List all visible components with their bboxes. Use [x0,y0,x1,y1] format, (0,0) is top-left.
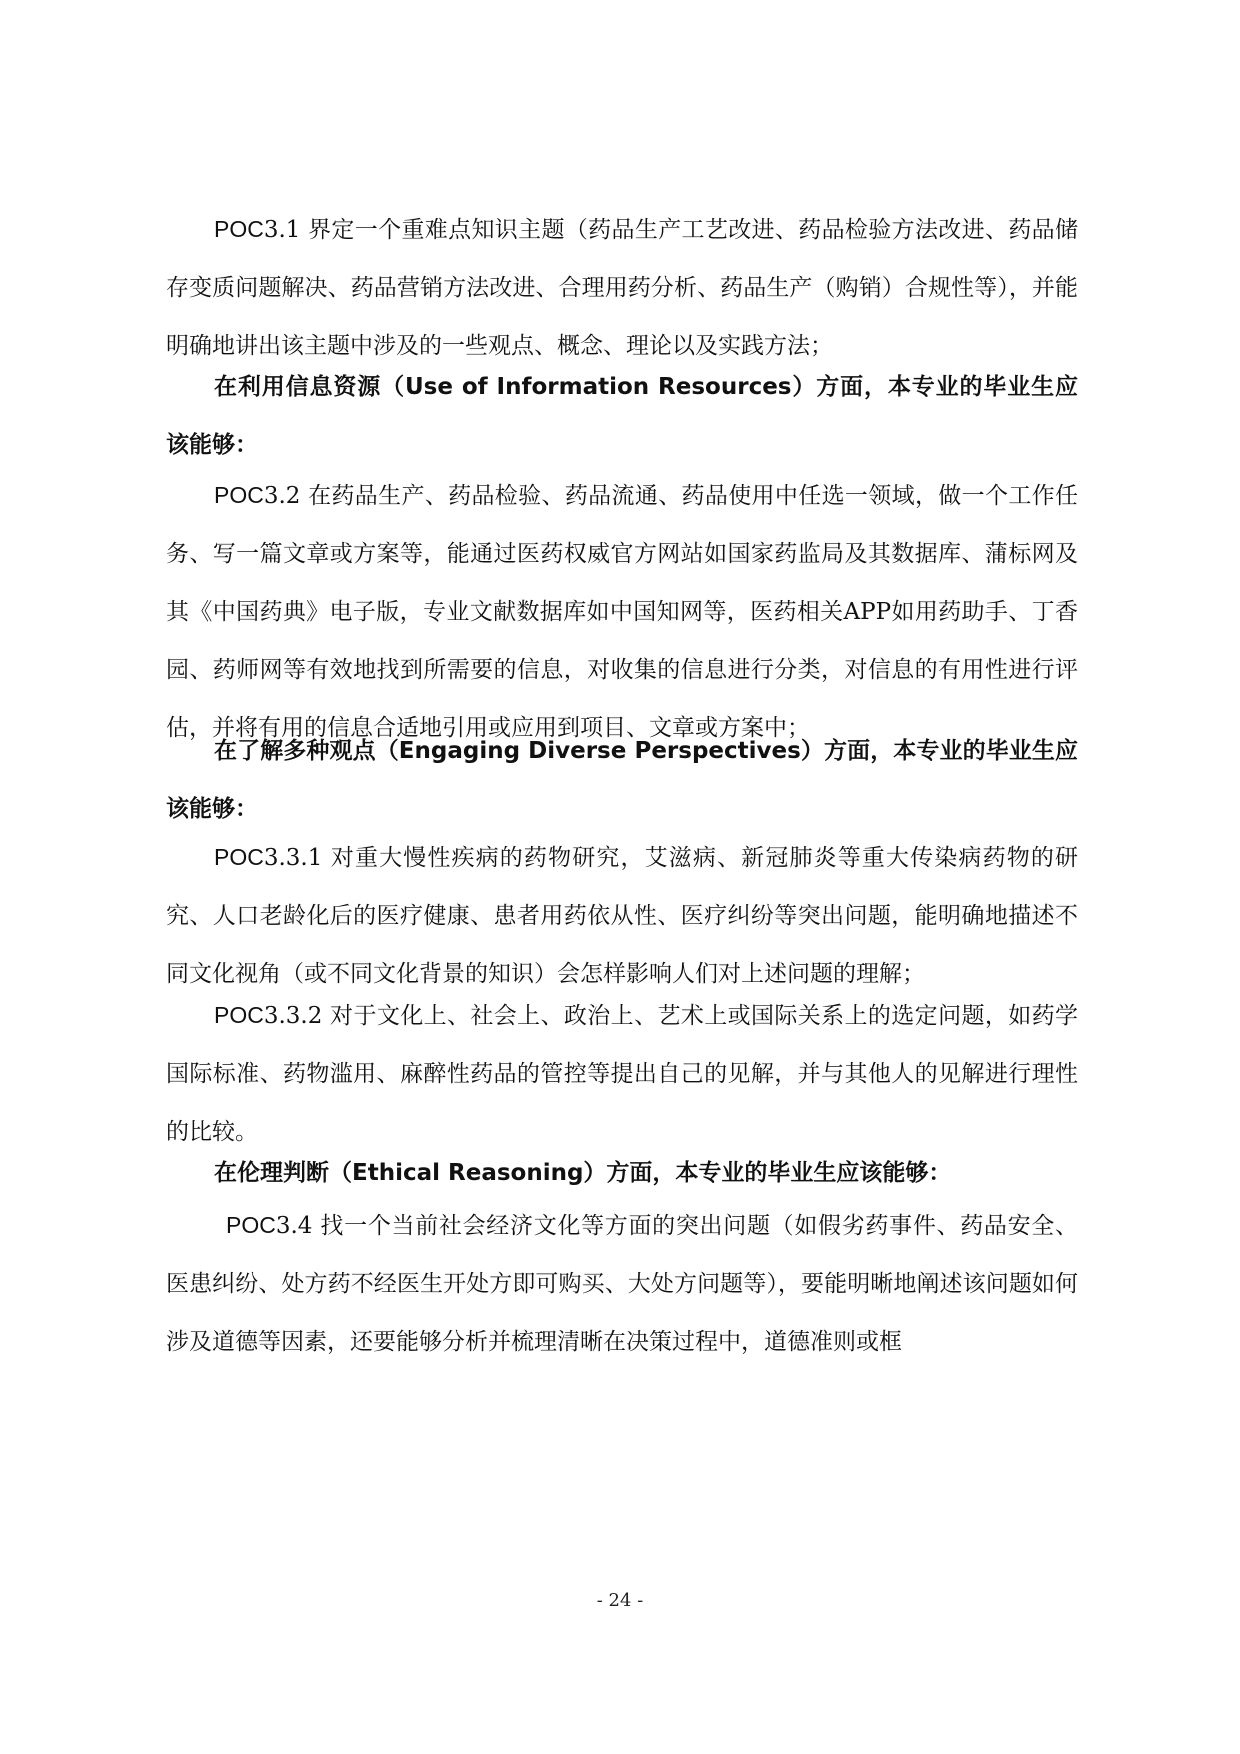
poc-code: POC [214,1002,264,1028]
paragraph-text: 3.1 界定一个重难点知识主题（药品生产工艺改进、药品检验方法改进、药品储存变质问题解决、药品营销方法改进、合理用药分析、药品生产（购销）合规性等），并能明确地讲出该主题中涉及的一些观点、概念、理论以及实践方法； [166,217,1078,359]
paragraph-poc-3-2 [166,466,1078,757]
paragraph-poc-3-3-1 [166,828,1078,1003]
paragraph-poc-3-3-2 [166,986,1078,1161]
poc-code: POC [214,482,264,508]
paragraph-text: 3.2 在药品生产、药品检验、药品流通、药品使用中任选一领域，做一个工作任务、写一篇文章或方案等，能通过医药权威官方网站如国家药监局及其数据库、蒲标网及其《中国药典》电子版，专业文献数据库如中国知网等，医药相关APP如用药助手、丁香园、药师网等有效地找到所需要的信息，对收集的信息进行分类，对信息的有用性进行评估，并将有用的信息合适地引用或应用到项目、文章或方案中； [166,483,1078,741]
page-number: - 24 - [596,1590,644,1611]
section-heading-ethical-reasoning: 在伦理判断（Ethical Reasoning）方面，本专业的毕业生应该能够： [214,1160,952,1186]
paragraph-text: 3.4 找一个当前社会经济文化等方面的突出问题（如假劣药事件、药品安全、医患纠纷、处方药不经医生开处方即可购买、大处方问题等），要能明晰地阐述该问题如何涉及道德等因素，还要能够分析并梳理清晰在决策过程中，道德准则或框 [166,1213,1078,1355]
poc-code: POC [214,844,264,870]
poc-code: POC [226,1212,276,1238]
poc-code: POC [214,216,264,242]
section-heading-diverse-perspectives: 在了解多种观点（Engaging Diverse Perspectives）方面，本专业的毕业生应该能够： [166,738,1078,822]
paragraph-poc-3-4 [166,1196,1078,1371]
section-heading-information-resources: 在利用信息资源（Use of Information Resources）方面，本专业的毕业生应该能够： [166,374,1078,458]
paragraph-text: 3.3.2 对于文化上、社会上、政治上、艺术上或国际关系上的选定问题，如药学国际标准、药物滥用、麻醉性药品的管控等提出自己的见解，并与其他人的见解进行理性的比较。 [166,1003,1078,1145]
paragraph-text: 3.3.1 对重大慢性疾病的药物研究，艾滋病、新冠肺炎等重大传染病药物的研究、人口老龄化后的医疗健康、患者用药依从性、医疗纠纷等突出问题，能明确地描述不同文化视角（或不同文化背景的知识）会怎样影响人们对上述问题的理解； [166,845,1078,987]
paragraph-poc-3-1 [166,200,1078,375]
